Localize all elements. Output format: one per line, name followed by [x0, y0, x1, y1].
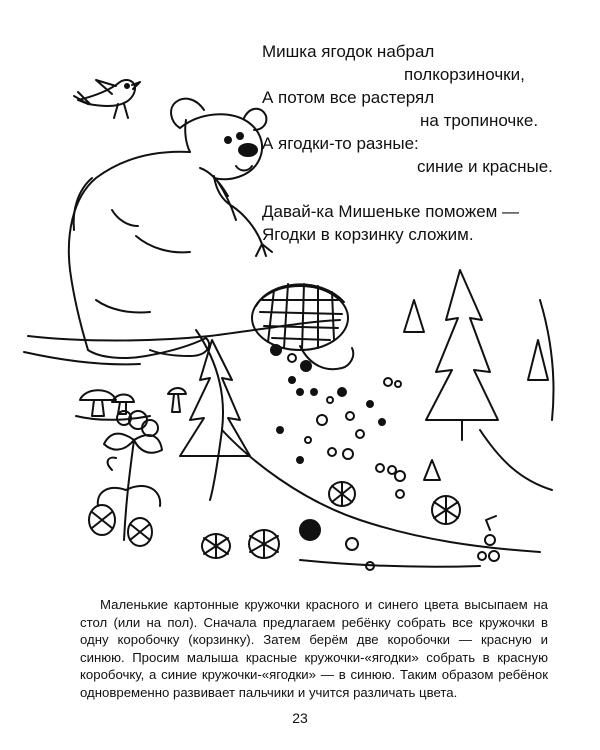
poem-line: на тропиночке.: [420, 111, 539, 130]
poem-line: Ягодки в корзинку сложим.: [262, 225, 474, 244]
page-number: 23: [292, 710, 308, 726]
forest-ground-drawing: [24, 300, 554, 567]
berries-drawing: [277, 377, 499, 570]
poem-line: А ягодки-то разные:: [262, 134, 419, 153]
strawberry-plant-drawing: [98, 411, 162, 540]
poem-line: полкорзиночки,: [404, 65, 525, 84]
instructions-paragraph: Маленькие картонные кружочки красного и синего цвета высыпаем на стол (или на пол). Сначала предлагаем ребёнку собрать все кружочки в одну коробочку (корзинку). Затем берём две коробочки — красную и синюю. Просим малыша красные кружочки-«ягодки» собрать в красную коробочку, а синие кружочки-«ягодки» — в синюю. Таким образом ребёнок одновременно развивает пальчики и учится различать цвета.: [80, 597, 548, 700]
poem-line: А потом все растерял: [262, 88, 435, 107]
bear-drawing: [69, 99, 272, 358]
poem-line: Давай-ка Мишеньке поможем —: [262, 202, 520, 221]
poem-line: Мишка ягодок набрал: [262, 42, 435, 61]
bird-drawing: [74, 80, 140, 118]
poem: [262, 40, 552, 246]
poem-line: синие и красные.: [417, 157, 553, 176]
